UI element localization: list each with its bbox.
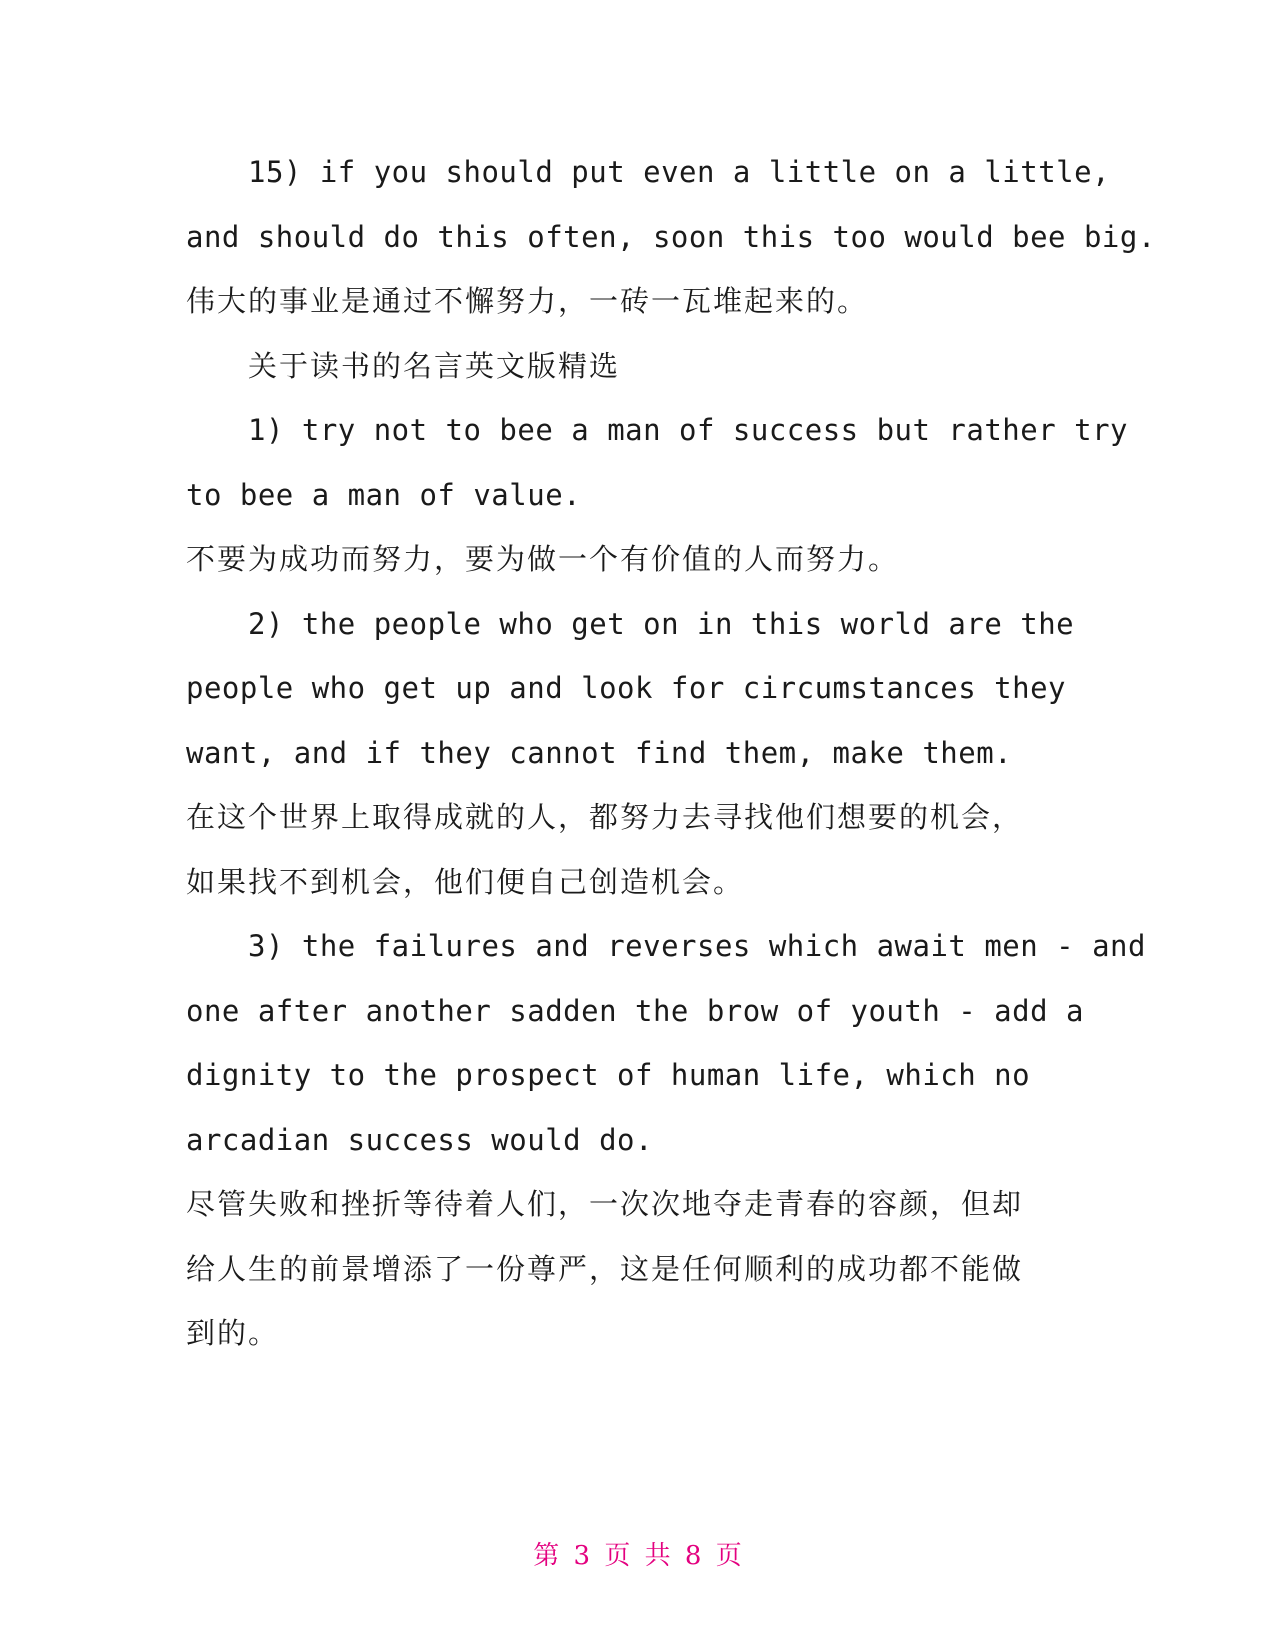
text-line: one after another sadden the brow of youth - add a: [186, 993, 1084, 1028]
text-line: 尽管失败和挫折等待着人们，一次次地夺走青春的容颜，但却: [186, 1187, 1024, 1221]
text-line: 不要为成功而努力，要为做一个有价值的人而努力。: [186, 542, 900, 576]
text-line: people who get up and look for circumstances they: [186, 671, 1067, 705]
page-footer: 第 3 页 共 8 页: [533, 1541, 742, 1571]
text-line: dignity to the prospect of human life, which no: [186, 1058, 1031, 1092]
text-line: to bee a man of value.: [186, 477, 582, 512]
text-line: 到的。: [186, 1316, 280, 1350]
text-line: 1) try not to bee a man of success but rather try: [248, 413, 1129, 447]
text-line: 在这个世界上取得成就的人，都努力去寻找他们想要的机会，: [186, 800, 1024, 834]
text-line: 给人生的前景增添了一份尊严，这是任何顺利的成功都不能做: [186, 1251, 1024, 1286]
text-line: 伟大的事业是通过不懈努力，一砖一瓦堆起来的。: [186, 284, 869, 318]
text-line: 2) the people who get on in this world are the: [248, 606, 1075, 641]
text-line: want, and if they cannot find them, make them.: [186, 735, 1013, 770]
text-line: 关于读书的名言英文版精选: [248, 348, 621, 383]
page-body: [186, 140, 1156, 1366]
text-line: and should do this often, soon this too would bee big.: [186, 219, 1156, 254]
text-line: arcadian success would do.: [186, 1122, 653, 1157]
text-line: 3) the failures and reverses which await men - and: [248, 929, 1146, 963]
text-line: 如果找不到机会，他们便自己创造机会。: [186, 864, 745, 899]
text-line: 15) if you should put even a little on a little,: [248, 155, 1111, 189]
